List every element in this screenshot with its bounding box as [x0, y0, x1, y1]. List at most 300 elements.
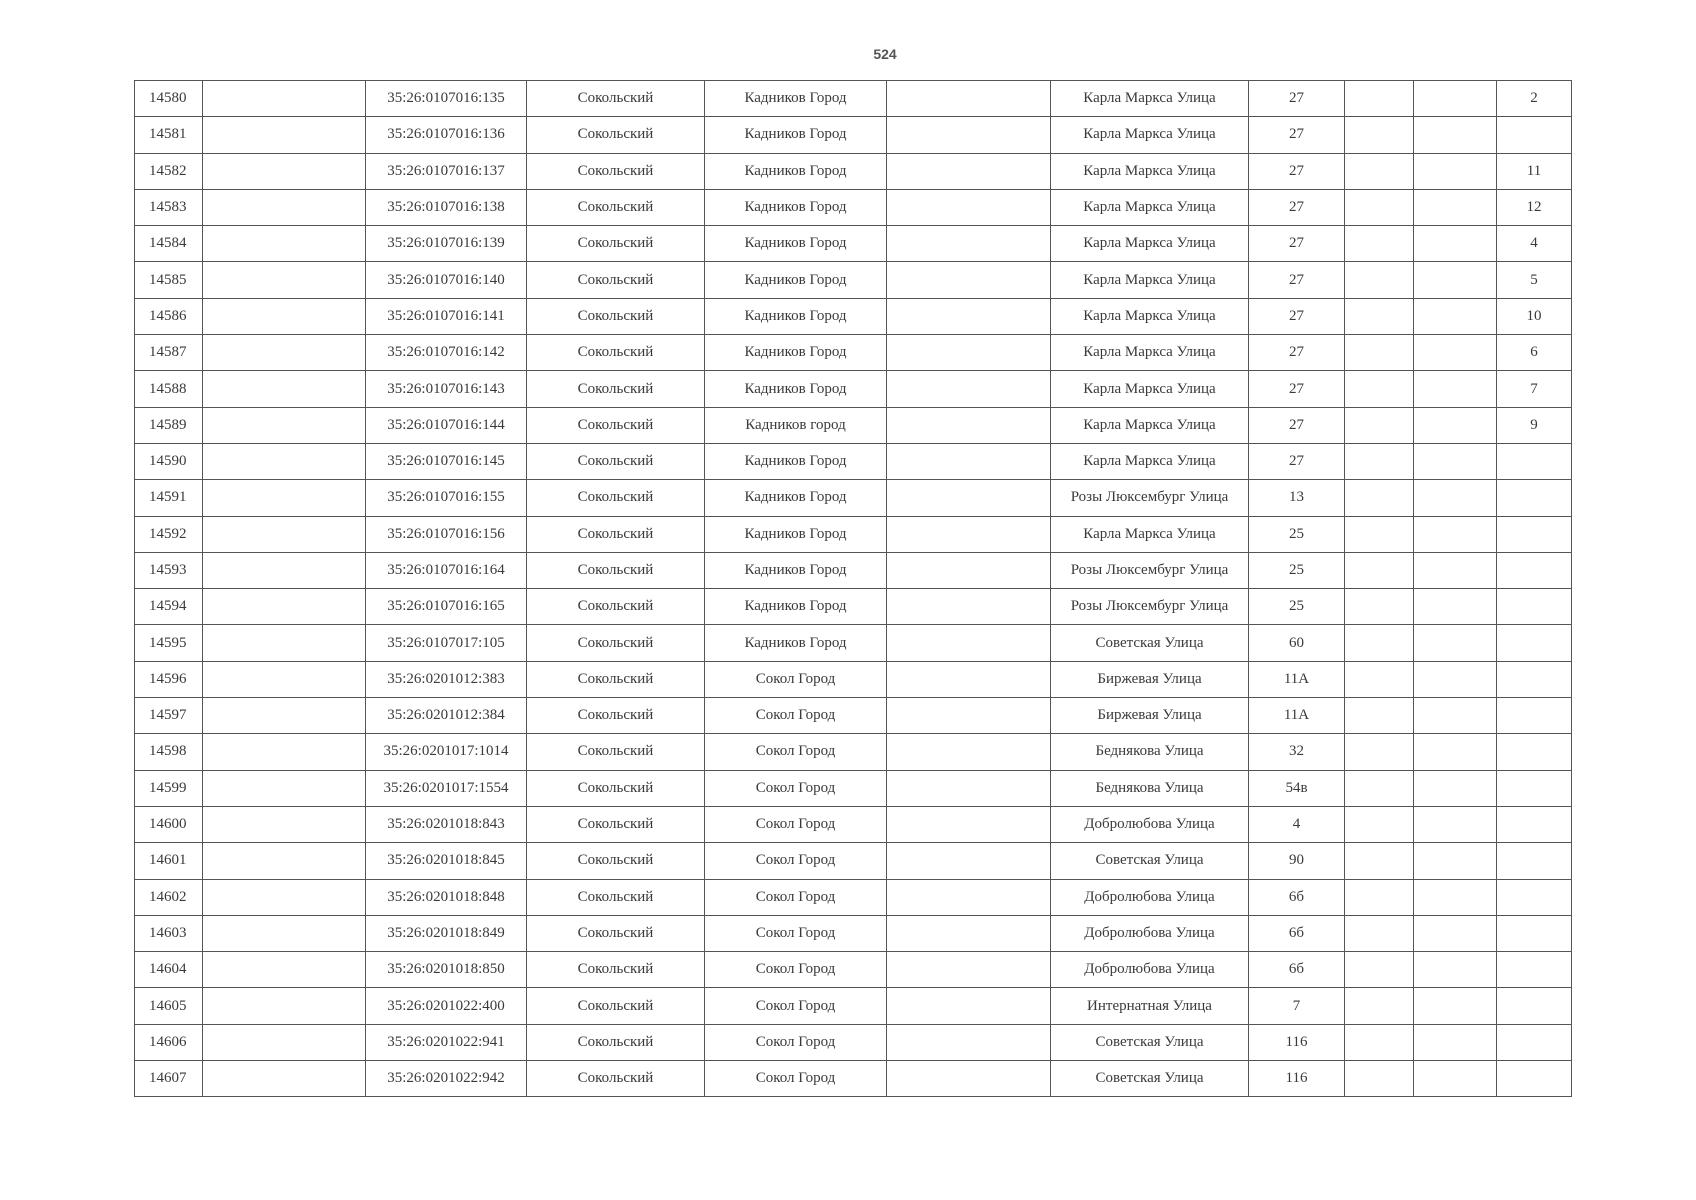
apartment-number-cell: 4	[1497, 226, 1572, 262]
house-number-cell: 7	[1249, 988, 1345, 1024]
district-cell: Сокольский	[527, 988, 705, 1024]
empty-cell	[1345, 589, 1414, 625]
empty-cell	[203, 81, 366, 117]
table-row	[135, 117, 1572, 153]
cadastral-number-cell: 35:26:0201018:843	[366, 806, 527, 842]
street-cell: Карла Маркса Улица	[1051, 226, 1249, 262]
page-number: 524	[873, 46, 897, 62]
empty-cell	[1345, 1061, 1414, 1097]
apartment-number-cell: 9	[1497, 407, 1572, 443]
cadastral-number-cell: 35:26:0107016:138	[366, 189, 527, 225]
empty-cell	[1414, 407, 1497, 443]
empty-cell	[1414, 335, 1497, 371]
apartment-number-cell	[1497, 952, 1572, 988]
table-row	[135, 189, 1572, 225]
empty-cell	[1414, 698, 1497, 734]
settlement-cell: Кадников Город	[705, 589, 887, 625]
district-cell: Сокольский	[527, 407, 705, 443]
table-row	[135, 915, 1572, 951]
street-cell: Карла Маркса Улица	[1051, 335, 1249, 371]
district-cell: Сокольский	[527, 81, 705, 117]
street-cell: Карла Маркса Улица	[1051, 189, 1249, 225]
empty-cell	[203, 661, 366, 697]
empty-cell	[203, 1024, 366, 1060]
street-cell: Розы Люксембург Улица	[1051, 552, 1249, 588]
empty-cell	[1414, 443, 1497, 479]
street-cell: Советская Улица	[1051, 1061, 1249, 1097]
district-cell: Сокольский	[527, 153, 705, 189]
empty-cell	[1345, 625, 1414, 661]
empty-cell	[887, 879, 1051, 915]
cadastral-number-cell: 35:26:0201017:1014	[366, 734, 527, 770]
street-cell: Карла Маркса Улица	[1051, 298, 1249, 334]
table-row	[135, 952, 1572, 988]
empty-cell	[887, 552, 1051, 588]
record-number-cell: 14592	[135, 516, 203, 552]
empty-cell	[203, 262, 366, 298]
cadastral-number-cell: 35:26:0107016:144	[366, 407, 527, 443]
empty-cell	[887, 770, 1051, 806]
table-row	[135, 589, 1572, 625]
table-row	[135, 661, 1572, 697]
settlement-cell: Сокол Город	[705, 915, 887, 951]
settlement-cell: Кадников Город	[705, 226, 887, 262]
empty-cell	[1345, 879, 1414, 915]
cadastral-number-cell: 35:26:0107016:139	[366, 226, 527, 262]
empty-cell	[1345, 153, 1414, 189]
settlement-cell: Кадников Город	[705, 189, 887, 225]
district-cell: Сокольский	[527, 734, 705, 770]
empty-cell	[1345, 262, 1414, 298]
empty-cell	[203, 952, 366, 988]
empty-cell	[887, 153, 1051, 189]
empty-cell	[203, 552, 366, 588]
empty-cell	[203, 443, 366, 479]
cadastral-number-cell: 35:26:0201022:941	[366, 1024, 527, 1060]
street-cell: Добролюбова Улица	[1051, 879, 1249, 915]
empty-cell	[887, 661, 1051, 697]
empty-cell	[203, 770, 366, 806]
settlement-cell: Кадников Город	[705, 371, 887, 407]
cadastral-number-cell: 35:26:0201022:942	[366, 1061, 527, 1097]
empty-cell	[1345, 915, 1414, 951]
apartment-number-cell: 6	[1497, 335, 1572, 371]
record-number-cell: 14600	[135, 806, 203, 842]
record-number-cell: 14606	[135, 1024, 203, 1060]
record-number-cell: 14593	[135, 552, 203, 588]
empty-cell	[887, 480, 1051, 516]
apartment-number-cell	[1497, 480, 1572, 516]
cadastral-number-cell: 35:26:0107016:145	[366, 443, 527, 479]
house-number-cell: 27	[1249, 262, 1345, 298]
settlement-cell: Кадников Город	[705, 480, 887, 516]
empty-cell	[1414, 1061, 1497, 1097]
empty-cell	[887, 298, 1051, 334]
empty-cell	[1414, 734, 1497, 770]
empty-cell	[887, 81, 1051, 117]
settlement-cell: Сокол Город	[705, 806, 887, 842]
settlement-cell: Кадников Город	[705, 625, 887, 661]
cadastral-number-cell: 35:26:0107016:140	[366, 262, 527, 298]
empty-cell	[1414, 770, 1497, 806]
cadastral-number-cell: 35:26:0201018:845	[366, 843, 527, 879]
district-cell: Сокольский	[527, 625, 705, 661]
house-number-cell: 116	[1249, 1024, 1345, 1060]
empty-cell	[1414, 153, 1497, 189]
district-cell: Сокольский	[527, 843, 705, 879]
record-number-cell: 14594	[135, 589, 203, 625]
table-row	[135, 371, 1572, 407]
empty-cell	[1414, 1024, 1497, 1060]
record-number-cell: 14588	[135, 371, 203, 407]
street-cell: Интернатная Улица	[1051, 988, 1249, 1024]
apartment-number-cell	[1497, 589, 1572, 625]
house-number-cell: 54в	[1249, 770, 1345, 806]
district-cell: Сокольский	[527, 443, 705, 479]
apartment-number-cell: 7	[1497, 371, 1572, 407]
house-number-cell: 6б	[1249, 879, 1345, 915]
empty-cell	[1414, 843, 1497, 879]
table-row	[135, 734, 1572, 770]
empty-cell	[887, 698, 1051, 734]
house-number-cell: 27	[1249, 117, 1345, 153]
street-cell: Розы Люксембург Улица	[1051, 480, 1249, 516]
settlement-cell: Сокол Город	[705, 952, 887, 988]
empty-cell	[1414, 117, 1497, 153]
district-cell: Сокольский	[527, 589, 705, 625]
district-cell: Сокольский	[527, 189, 705, 225]
empty-cell	[1414, 480, 1497, 516]
district-cell: Сокольский	[527, 335, 705, 371]
apartment-number-cell: 5	[1497, 262, 1572, 298]
record-number-cell: 14586	[135, 298, 203, 334]
cadastral-number-cell: 35:26:0201018:849	[366, 915, 527, 951]
empty-cell	[887, 625, 1051, 661]
table-row	[135, 552, 1572, 588]
house-number-cell: 11А	[1249, 661, 1345, 697]
cadastral-number-cell: 35:26:0201018:848	[366, 879, 527, 915]
cadastral-number-cell: 35:26:0107016:141	[366, 298, 527, 334]
cadastral-number-cell: 35:26:0107016:136	[366, 117, 527, 153]
empty-cell	[1414, 226, 1497, 262]
empty-cell	[1345, 298, 1414, 334]
empty-cell	[1345, 335, 1414, 371]
table-row	[135, 879, 1572, 915]
street-cell: Добролюбова Улица	[1051, 952, 1249, 988]
street-cell: Розы Люксембург Улица	[1051, 589, 1249, 625]
empty-cell	[887, 262, 1051, 298]
empty-cell	[1414, 552, 1497, 588]
empty-cell	[203, 189, 366, 225]
empty-cell	[887, 806, 1051, 842]
table-row	[135, 1024, 1572, 1060]
cadastral-number-cell: 35:26:0107016:137	[366, 153, 527, 189]
empty-cell	[203, 589, 366, 625]
street-cell: Карла Маркса Улица	[1051, 516, 1249, 552]
empty-cell	[1345, 81, 1414, 117]
district-cell: Сокольский	[527, 516, 705, 552]
empty-cell	[887, 117, 1051, 153]
record-number-cell: 14585	[135, 262, 203, 298]
settlement-cell: Сокол Город	[705, 879, 887, 915]
empty-cell	[887, 335, 1051, 371]
house-number-cell: 27	[1249, 298, 1345, 334]
district-cell: Сокольский	[527, 698, 705, 734]
table-row	[135, 843, 1572, 879]
street-cell: Карла Маркса Улица	[1051, 153, 1249, 189]
street-cell: Беднякова Улица	[1051, 734, 1249, 770]
apartment-number-cell: 2	[1497, 81, 1572, 117]
district-cell: Сокольский	[527, 952, 705, 988]
cadastral-number-cell: 35:26:0201022:400	[366, 988, 527, 1024]
empty-cell	[203, 625, 366, 661]
empty-cell	[203, 734, 366, 770]
empty-cell	[203, 480, 366, 516]
settlement-cell: Кадников Город	[705, 298, 887, 334]
table-row	[135, 81, 1572, 117]
empty-cell	[887, 843, 1051, 879]
apartment-number-cell: 11	[1497, 153, 1572, 189]
table-row	[135, 153, 1572, 189]
empty-cell	[887, 226, 1051, 262]
empty-cell	[1345, 843, 1414, 879]
record-number-cell: 14597	[135, 698, 203, 734]
empty-cell	[1414, 915, 1497, 951]
apartment-number-cell	[1497, 443, 1572, 479]
apartment-number-cell	[1497, 988, 1572, 1024]
record-number-cell: 14584	[135, 226, 203, 262]
record-number-cell: 14603	[135, 915, 203, 951]
street-cell: Биржевая Улица	[1051, 698, 1249, 734]
empty-cell	[887, 443, 1051, 479]
street-cell: Карла Маркса Улица	[1051, 407, 1249, 443]
cadastral-number-cell: 35:26:0107016:142	[366, 335, 527, 371]
apartment-number-cell	[1497, 806, 1572, 842]
street-cell: Добролюбова Улица	[1051, 806, 1249, 842]
empty-cell	[1345, 734, 1414, 770]
settlement-cell: Кадников Город	[705, 153, 887, 189]
district-cell: Сокольский	[527, 1024, 705, 1060]
settlement-cell: Кадников Город	[705, 552, 887, 588]
table-row	[135, 1061, 1572, 1097]
cadastral-number-cell: 35:26:0107017:105	[366, 625, 527, 661]
empty-cell	[1345, 117, 1414, 153]
empty-cell	[203, 298, 366, 334]
cadastral-number-cell: 35:26:0107016:156	[366, 516, 527, 552]
house-number-cell: 27	[1249, 335, 1345, 371]
district-cell: Сокольский	[527, 661, 705, 697]
district-cell: Сокольский	[527, 117, 705, 153]
empty-cell	[1414, 81, 1497, 117]
street-cell: Карла Маркса Улица	[1051, 117, 1249, 153]
house-number-cell: 90	[1249, 843, 1345, 879]
record-number-cell: 14604	[135, 952, 203, 988]
empty-cell	[1345, 952, 1414, 988]
empty-cell	[887, 407, 1051, 443]
apartment-number-cell	[1497, 770, 1572, 806]
district-cell: Сокольский	[527, 298, 705, 334]
apartment-number-cell: 10	[1497, 298, 1572, 334]
cadastral-number-cell: 35:26:0107016:135	[366, 81, 527, 117]
apartment-number-cell	[1497, 915, 1572, 951]
table-row	[135, 443, 1572, 479]
house-number-cell: 11А	[1249, 698, 1345, 734]
record-number-cell: 14583	[135, 189, 203, 225]
house-number-cell: 4	[1249, 806, 1345, 842]
empty-cell	[1345, 480, 1414, 516]
empty-cell	[1414, 298, 1497, 334]
record-number-cell: 14598	[135, 734, 203, 770]
house-number-cell: 13	[1249, 480, 1345, 516]
district-cell: Сокольский	[527, 552, 705, 588]
empty-cell	[1414, 262, 1497, 298]
settlement-cell: Сокол Город	[705, 1061, 887, 1097]
apartment-number-cell	[1497, 552, 1572, 588]
empty-cell	[203, 988, 366, 1024]
settlement-cell: Сокол Город	[705, 734, 887, 770]
empty-cell	[1345, 443, 1414, 479]
settlement-cell: Сокол Город	[705, 698, 887, 734]
apartment-number-cell	[1497, 516, 1572, 552]
table-row	[135, 298, 1572, 334]
record-number-cell: 14601	[135, 843, 203, 879]
district-cell: Сокольский	[527, 371, 705, 407]
table-row	[135, 770, 1572, 806]
house-number-cell: 25	[1249, 552, 1345, 588]
settlement-cell: Сокол Город	[705, 843, 887, 879]
record-number-cell: 14602	[135, 879, 203, 915]
apartment-number-cell	[1497, 879, 1572, 915]
record-number-cell: 14595	[135, 625, 203, 661]
cadastral-number-cell: 35:26:0107016:143	[366, 371, 527, 407]
empty-cell	[203, 806, 366, 842]
settlement-cell: Кадников город	[705, 407, 887, 443]
district-cell: Сокольский	[527, 879, 705, 915]
empty-cell	[887, 371, 1051, 407]
street-cell: Советская Улица	[1051, 1024, 1249, 1060]
settlement-cell: Сокол Город	[705, 988, 887, 1024]
empty-cell	[1345, 770, 1414, 806]
cadastral-number-cell: 35:26:0201018:850	[366, 952, 527, 988]
street-cell: Карла Маркса Улица	[1051, 262, 1249, 298]
empty-cell	[1414, 806, 1497, 842]
empty-cell	[203, 698, 366, 734]
empty-cell	[1345, 806, 1414, 842]
cadastral-number-cell: 35:26:0201012:383	[366, 661, 527, 697]
empty-cell	[887, 1061, 1051, 1097]
empty-cell	[1414, 661, 1497, 697]
settlement-cell: Кадников Город	[705, 81, 887, 117]
empty-cell	[203, 879, 366, 915]
empty-cell	[203, 407, 366, 443]
empty-cell	[887, 734, 1051, 770]
district-cell: Сокольский	[527, 226, 705, 262]
empty-cell	[1414, 879, 1497, 915]
empty-cell	[203, 153, 366, 189]
empty-cell	[203, 843, 366, 879]
house-number-cell: 27	[1249, 407, 1345, 443]
record-number-cell: 14591	[135, 480, 203, 516]
street-cell: Карла Маркса Улица	[1051, 81, 1249, 117]
settlement-cell: Кадников Город	[705, 117, 887, 153]
empty-cell	[1345, 407, 1414, 443]
house-number-cell: 27	[1249, 153, 1345, 189]
district-cell: Сокольский	[527, 770, 705, 806]
street-cell: Карла Маркса Улица	[1051, 443, 1249, 479]
record-number-cell: 14589	[135, 407, 203, 443]
house-number-cell: 25	[1249, 589, 1345, 625]
house-number-cell: 27	[1249, 189, 1345, 225]
house-number-cell: 116	[1249, 1061, 1345, 1097]
street-cell: Добролюбова Улица	[1051, 915, 1249, 951]
empty-cell	[1345, 226, 1414, 262]
apartment-number-cell	[1497, 698, 1572, 734]
empty-cell	[887, 589, 1051, 625]
table-row	[135, 516, 1572, 552]
property-registry-table	[134, 80, 1572, 1097]
apartment-number-cell	[1497, 1061, 1572, 1097]
settlement-cell: Кадников Город	[705, 335, 887, 371]
empty-cell	[1345, 552, 1414, 588]
empty-cell	[203, 371, 366, 407]
cadastral-number-cell: 35:26:0107016:164	[366, 552, 527, 588]
table-row	[135, 698, 1572, 734]
empty-cell	[887, 952, 1051, 988]
street-cell: Советская Улица	[1051, 843, 1249, 879]
house-number-cell: 32	[1249, 734, 1345, 770]
settlement-cell: Кадников Город	[705, 262, 887, 298]
empty-cell	[1345, 516, 1414, 552]
empty-cell	[1414, 952, 1497, 988]
apartment-number-cell	[1497, 734, 1572, 770]
record-number-cell: 14607	[135, 1061, 203, 1097]
empty-cell	[887, 189, 1051, 225]
house-number-cell: 6б	[1249, 915, 1345, 951]
empty-cell	[1414, 988, 1497, 1024]
settlement-cell: Кадников Город	[705, 443, 887, 479]
apartment-number-cell	[1497, 843, 1572, 879]
table-row	[135, 407, 1572, 443]
empty-cell	[887, 516, 1051, 552]
street-cell: Беднякова Улица	[1051, 770, 1249, 806]
house-number-cell: 27	[1249, 443, 1345, 479]
settlement-cell: Сокол Город	[705, 770, 887, 806]
empty-cell	[1345, 371, 1414, 407]
empty-cell	[1414, 625, 1497, 661]
empty-cell	[1345, 1024, 1414, 1060]
empty-cell	[1414, 516, 1497, 552]
record-number-cell: 14581	[135, 117, 203, 153]
table-row	[135, 806, 1572, 842]
district-cell: Сокольский	[527, 806, 705, 842]
settlement-cell: Кадников Город	[705, 516, 887, 552]
empty-cell	[1345, 988, 1414, 1024]
apartment-number-cell	[1497, 1024, 1572, 1060]
house-number-cell: 60	[1249, 625, 1345, 661]
settlement-cell: Сокол Город	[705, 1024, 887, 1060]
empty-cell	[887, 1024, 1051, 1060]
empty-cell	[887, 988, 1051, 1024]
empty-cell	[203, 915, 366, 951]
street-cell: Карла Маркса Улица	[1051, 371, 1249, 407]
empty-cell	[887, 915, 1051, 951]
district-cell: Сокольский	[527, 915, 705, 951]
apartment-number-cell	[1497, 625, 1572, 661]
table-row	[135, 226, 1572, 262]
empty-cell	[1414, 589, 1497, 625]
table-row	[135, 625, 1572, 661]
record-number-cell: 14580	[135, 81, 203, 117]
